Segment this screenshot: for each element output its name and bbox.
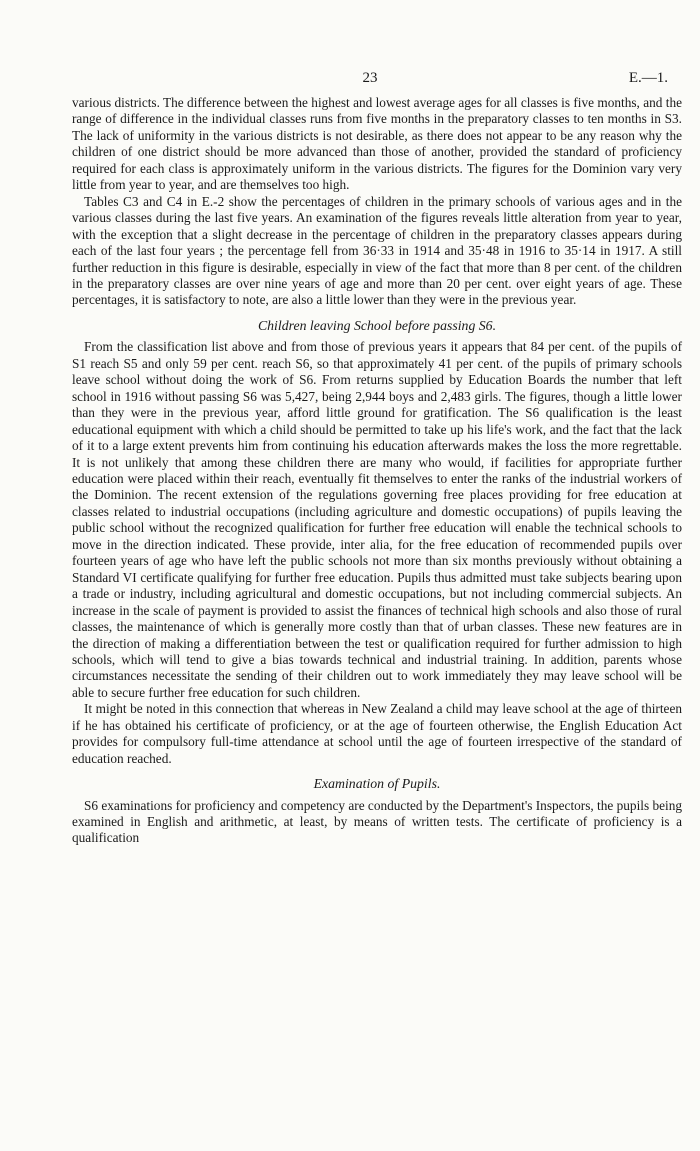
paragraph-examination: S6 examinations for proficiency and competency are conducted by the Department's Inspectors, the pupils being examined in English and arithmetic, at least, by means of written tests. The certificate of proficiency is a qualification <box>72 797 682 846</box>
section-heading-children-leaving: Children leaving School before passing S6. <box>257 317 497 333</box>
paragraph-tables: Tables C3 and C4 in E.-2 show the percentages of children in the primary schools of various ages and in the various classes during the last five years. An examination of the figures reveals little alteration from year to year, with the exception that a slight decrease in the percentage of children in the preparatory classes appears during each of the last four years ; the percentage fell from 36·33 in 1914 and 35·48 in 1916 to 35·14 in 1917. A still further reduction in this figure is desirable, especially in view of the fact that more than 8 per cent. of the children in the preparatory classes are over nine years of age and more than 20 per cent. over eight years of age. These percentages, it is satisfactory to note, are also a little lower than they were in the previous year. <box>72 193 682 308</box>
page-number: 23 <box>362 70 378 86</box>
paragraph-continued: various districts. The difference between the highest and lowest average ages for all classes is five months, and the range of difference in the individual classes runs from five months in the preparatory classes to ten months in S3. The lack of uniformity in the various districts is not desirable, as there does not appear to be any reason why the children of one district should be more advanced than those of another, provided the standard of proficiency required for each class is approximately uniform in the various districts. The figures for the Dominion vary very little from year to year, and are themselves too high. <box>72 95 682 193</box>
paragraph-new-zealand: It might be noted in this connection that whereas in New Zealand a child may leave school at the age of thirteen if he has obtained his certificate of proficiency, or at the age of fourteen otherwise, the English Education Act provides for compulsory full-time attendance at school until the age of fourteen irrespective of the standard of education reached. <box>72 701 682 766</box>
section-heading-examination: Examination of Pupils. <box>313 776 441 792</box>
paragraph-children-leaving: From the classification list above and from those of previous years it appears that 84 per cent. of the pupils of S1 reach S5 and only 59 per cent. reach S6, so that approximately 41 per cent. of the pupils of primary schools leave school without doing the work of S6. From returns supplied by Education Boards the number that left school in 1916 without passing S6 was 5,427, being 2,944 boys and 2,483 girls. The figures, though a little lower than they were in the previous year, afford little ground for gratification. The S6 qualification is the least educational equipment with which a child should be permitted to take up his life's work, and the fact that the lack of it to a large extent prevents him from continuing his education afterwards makes the loss the more regrettable. It is not unlikely that among these children there are many who would, if facilities for appropriate further education were placed within their reach, eventually fit themselves to enter the ranks of the industrial workers of the Dominion. The recent extension of the regulations governing free places providing for free education at classes related to industrial occupations (including agriculture and domestic occupations) of pupils leaving the public school without the recognized qualification for further free education will enable the technical schools to move in the direction indicated. These provide, inter alia, for the free education of recommended pupils over fourteen years of age who have left the public schools not more than six months previously without obtaining a Standard VI certificate qualifying for further free education. Pupils thus admitted must take subjects bearing upon a trade or industry, including agricultural and domestic occupations, but not including commercial subjects. An increase in the scale of payment is provided to assist the finances of technical high schools and also those of rural classes, the maintenance of which is generally more costly than that of urban classes. These new features are in the direction of making a differentiation between the test or qualification required for further admission to high schools, which will tend to give a bias towards technical and industrial training. In addition, parents whose circumstances necessitate the sending of their children out to work immediately they may leave school will be able to secure further free education for such children. <box>72 339 682 700</box>
page-header <box>72 70 668 92</box>
document-reference: E.—1. <box>628 70 668 86</box>
body-text <box>72 95 682 847</box>
